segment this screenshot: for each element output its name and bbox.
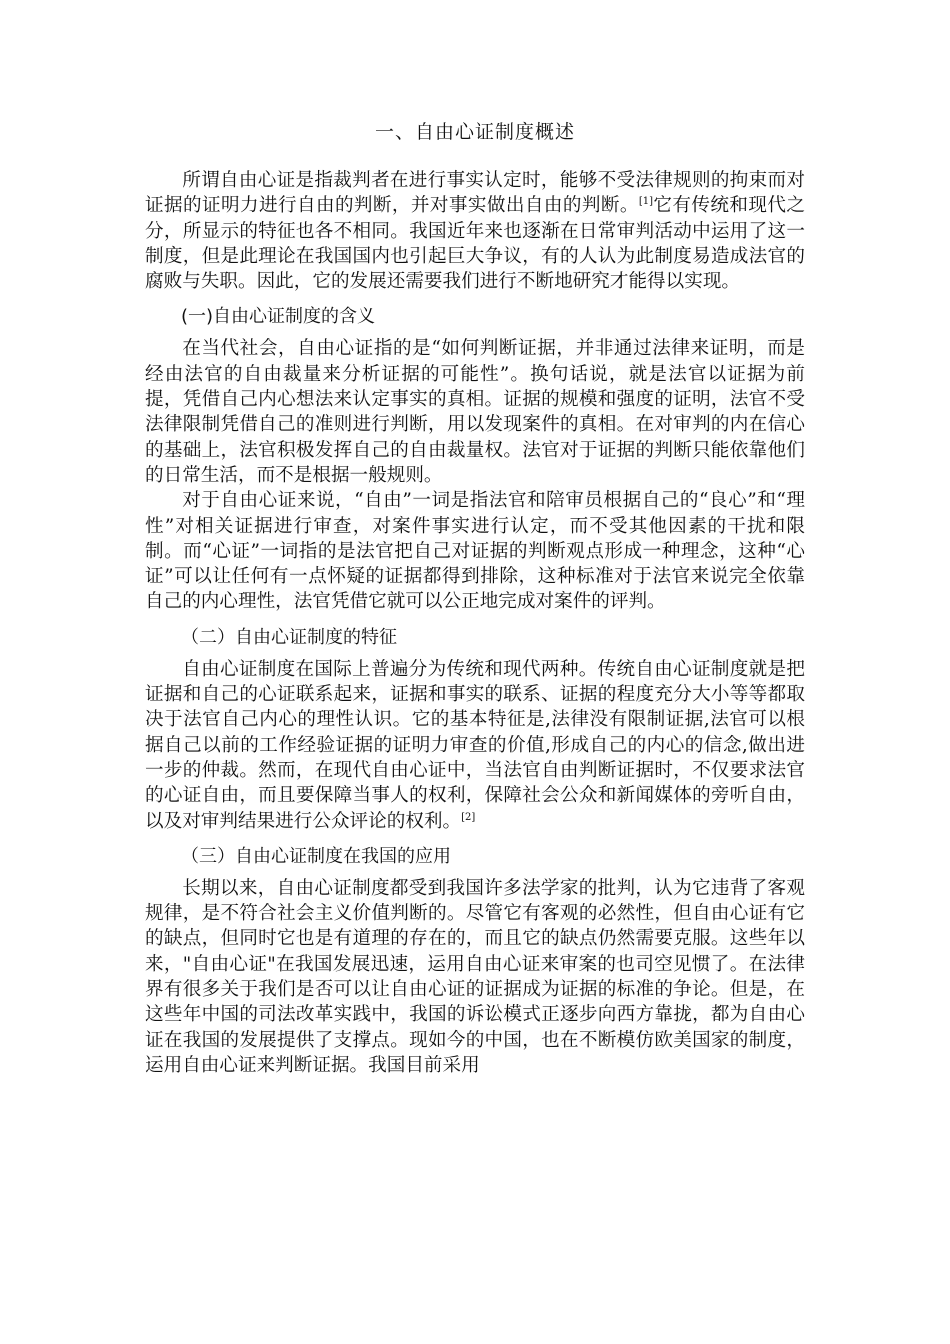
section3-paragraph-1: 长期以来，自由心证制度都受到我国许多法学家的批判，认为它违背了客观规律，是不符合社会主义价值判断的。尽管它有客观的必然性，但自由心证有它的缺点，但同时它也是有道理的存在的，而且它的缺点仍然需要克服。这些年以来，"自由心证"在我国发展迅速，运用自由心证来审案的也司空见惯了。在法律界有很多关于我们是否可以让自由心证的证据成为证据的标准的争论。但是，在这些年中国的司法改革实践中，我国的诉讼模式正逐步向西方靠拢，都为自由心证在我国的发展提供了支撑点。现如今的中国，也在不断模仿欧美国家的制度，运用自由心证来判断证据。我国目前采用 xyxy=(145,877,805,1076)
subsection-heading-2: （二）自由心证制度的特征 xyxy=(181,626,397,648)
footnote-ref-1[interactable]: [1] xyxy=(638,196,654,208)
intro-text-a: 所谓自由心证是指裁判者在进行事实认定时，能够不受法律规则的拘束而对证据的证明力进行自由的判断，并对事实做出自由的判断。 xyxy=(145,170,805,217)
subsection-heading-1: (一)自由心证制度的含义 xyxy=(181,306,376,328)
section-title: 一、自由心证制度概述 xyxy=(374,121,575,143)
section1-paragraph-2: 对于自由心证来说，“自由”一词是指法官和陪审员根据自己的“良心”和“理性”对相关证据进行审查，对案件事实进行认定，而不受其他因素的干扰和限制。而“心证”一词指的是法官把自己对证据的判断观点形成一种理念，这种“心证”可以让任何有一点怀疑的证据都得到排除，这种标准对于法官来说完全依靠自己的内心理性，法官凭借它就可以公正地完成对案件的评判。 xyxy=(145,490,805,613)
intro-paragraph xyxy=(145,168,805,294)
section1-paragraph-1: 在当代社会，自由心证指的是“如何判断证据，并非通过法律来证明，而是经由法官的自由裁量来分析证据的可能性”。换句话说，就是法官以证据为前提，凭借自己内心想法来认定事实的真相。证据的规模和强度的证明，法官不受法律限制凭借自己的准则进行判断，用以发现案件的真相。在对审判的内在信心的基础上，法官积极发挥自己的自由裁量权。法官对于证据的判断只能依靠他们的日常生活，而不是根据一般规则。 xyxy=(145,338,805,486)
footnote-ref-2[interactable]: [2] xyxy=(461,811,476,823)
section2-paragraph-1 xyxy=(145,657,805,834)
subsection-heading-3: （三）自由心证制度在我国的应用 xyxy=(181,845,451,867)
section2-text: 自由心证制度在国际上普遍分为传统和现代两种。传统自由心证制度就是把证据和自己的心证联系起来，证据和事实的联系、证据的程度充分大小等等都取决于法官自己内心的理性认识。它的基本特征是,法律没有限制证据,法官可以根据自己以前的工作经验证据的证明力审查的价值,形成自己的内心的信念,做出进一步的仲裁。然而，在现代自由心证中，当法官自由判断证据时，不仅要求法官的心证自由，而且要保障当事人的权利，保障社会公众和新闻媒体的旁听自由，以及对审判结果进行公众评论的权利。 xyxy=(145,658,805,832)
intro-text-b: 它有传统和现代之分，所显示的特征也各不相同。我国近年来也逐渐在日常审判活动中运用了这一制度，但是此理论在我国国内也引起巨大争议，有的人认为此制度易造成法官的腐败与失职。因此，它的发展还需要我们进行不断地研究才能得以实现。 xyxy=(145,195,805,293)
document-page xyxy=(145,118,805,1078)
